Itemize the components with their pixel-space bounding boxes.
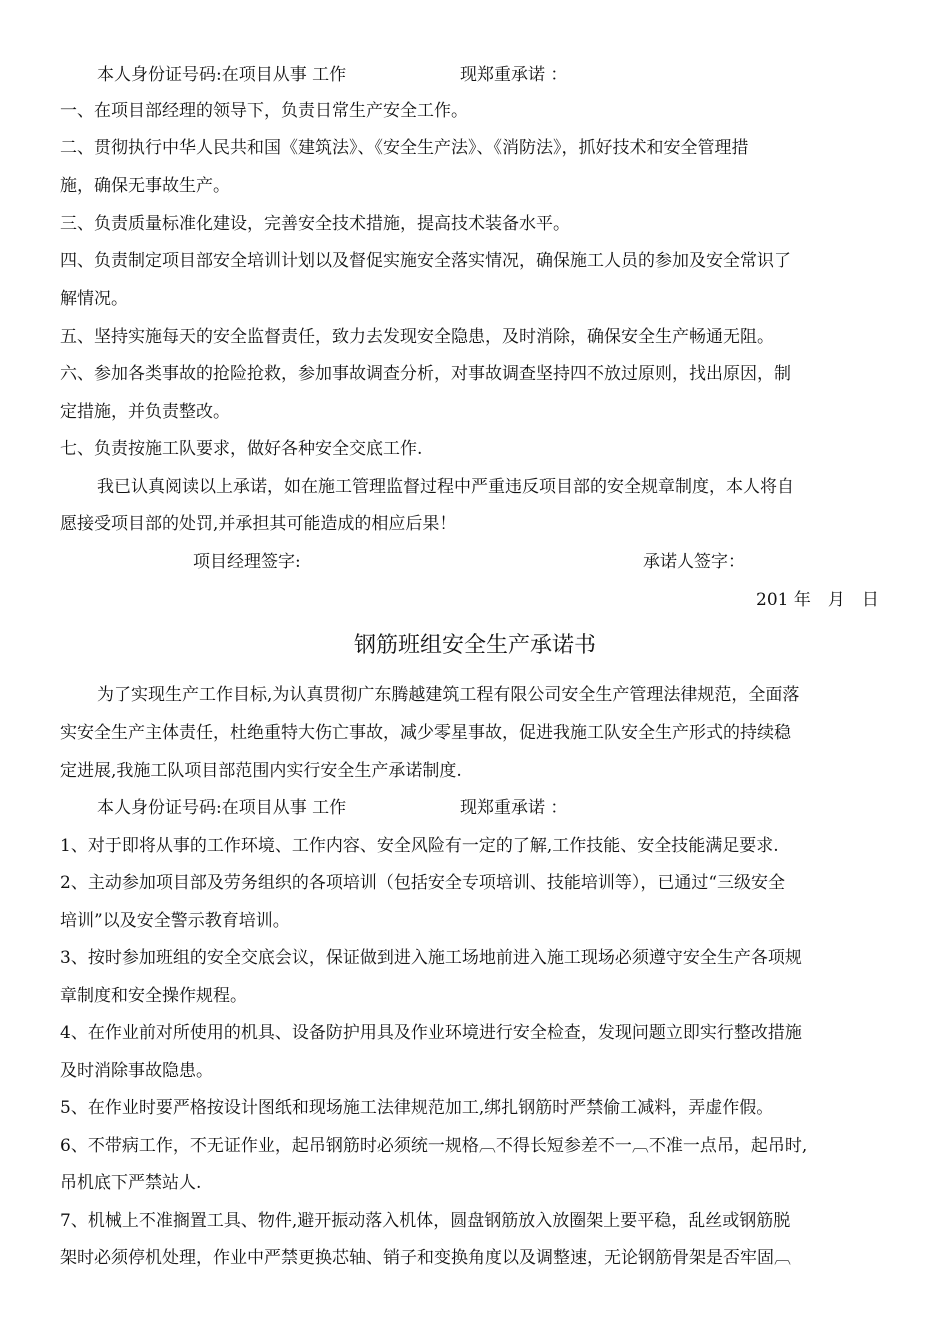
pledge-item-continuation: 施，确保无事故生产。 [60, 176, 230, 196]
intro-paragraph: 为了实现生产工作目标,为认真贯彻广东腾越建筑工程有限公司安全生产管理法律规范，全面落 [97, 685, 800, 705]
closing-statement: 我已认真阅读以上承诺，如在施工管理监督过程中严重违反项目部的安全规章制度，本人将自 [97, 477, 794, 497]
pledge-intro: 本人身份证号码:在项目从事 工作 [97, 798, 347, 818]
pledge-item: 四、负责制定项目部安全培训计划以及督促实施安全落实情况，确保施工人员的参加及安全常识了 [60, 251, 791, 271]
manager-signature-label: 项目经理签字: [193, 552, 301, 572]
intro-paragraph-continuation: 定进展,我施工队项目部范围内实行安全生产承诺制度. [60, 761, 462, 781]
pledge-item: 二、贯彻执行中华人民共和国《建筑法》、《安全生产法》、《消防法》，抓好技术和安全管理措 [60, 138, 749, 158]
pledge-item: 三、负责质量标准化建设，完善安全技术措施，提高技术装备水平。 [60, 214, 570, 234]
pledge-item-continuation: 架时必须停机处理，作业中严禁更换芯轴、销子和变换角度以及调整速，无论钢筋骨架是否牢固︹ [60, 1248, 791, 1268]
pledge-item-continuation: 吊机底下严禁站人. [60, 1173, 202, 1193]
pledge-item: 七、负责按施工队要求，做好各种安全交底工作. [60, 439, 423, 459]
pledger-signature-label: 承诺人签字： [643, 552, 745, 572]
pledge-intro-tail: 现郑重承诺 ： [460, 65, 568, 85]
pledge-item: 六、参加各类事故的抢险抢救，参加事故调查分析，对事故调查坚持四不放过原则，找出原因，制 [60, 364, 791, 384]
pledge-item: 1、对于即将从事的工作环境、工作内容、安全风险有一定的了解,工作技能、安全技能满足要求. [60, 836, 779, 856]
document-title: 钢筋班组安全生产承诺书 [353, 633, 596, 658]
pledge-item-continuation: 培训”以及安全警示教育培训。 [60, 911, 290, 931]
pledge-item: 4、在作业前对所使用的机具、设备防护用具及作业环境进行安全检查，发现问题立即实行整改措施 [60, 1023, 802, 1043]
pledge-item: 一、在项目部经理的领导下，负责日常生产安全工作。 [60, 101, 468, 121]
pledge-item: 6、不带病工作，不无证作业，起吊钢筋时必须统一规格︹不得长短参差不一︹不准一点吊，起吊时, [60, 1136, 808, 1156]
closing-statement-continuation: 愿接受项目部的处罚,并承担其可能造成的相应后果！ [60, 514, 457, 534]
intro-paragraph-continuation: 实安全生产主体责任，杜绝重特大伤亡事故，减少零星事故，促进我施工队安全生产形式的持续稳 [60, 723, 791, 743]
pledge-intro: 本人身份证号码:在项目从事 工作 [97, 65, 347, 85]
date-line: 201 年 月 日 [756, 590, 879, 610]
pledge-item: 五、坚持实施每天的安全监督责任，致力去发现安全隐患，及时消除，确保安全生产畅通无阻。 [60, 327, 774, 347]
pledge-item: 7、机械上不准搁置工具、物件,避开振动落入机体，圆盘钢筋放入放圈架上要平稳，乱丝或钢筋脱 [60, 1211, 791, 1231]
pledge-item-continuation: 解情况。 [60, 289, 128, 309]
pledge-item-continuation: 及时消除事故隐患。 [60, 1061, 213, 1081]
pledge-item-continuation: 章制度和安全操作规程。 [60, 986, 247, 1006]
pledge-item: 3、按时参加班组的安全交底会议，保证做到进入施工场地前进入施工现场必须遵守安全生产各项规 [60, 948, 802, 968]
pledge-item: 5、在作业时要严格按设计图纸和现场施工法律规范加工,绑扎钢筋时严禁偷工减料，弄虚作假。 [60, 1098, 774, 1118]
pledge-item-continuation: 定措施，并负责整改。 [60, 402, 230, 422]
pledge-item: 2、主动参加项目部及劳务组织的各项培训（包括安全专项培训、技能培训等），已通过“三级安全 [60, 873, 786, 893]
pledge-intro-tail: 现郑重承诺 ： [460, 798, 568, 818]
